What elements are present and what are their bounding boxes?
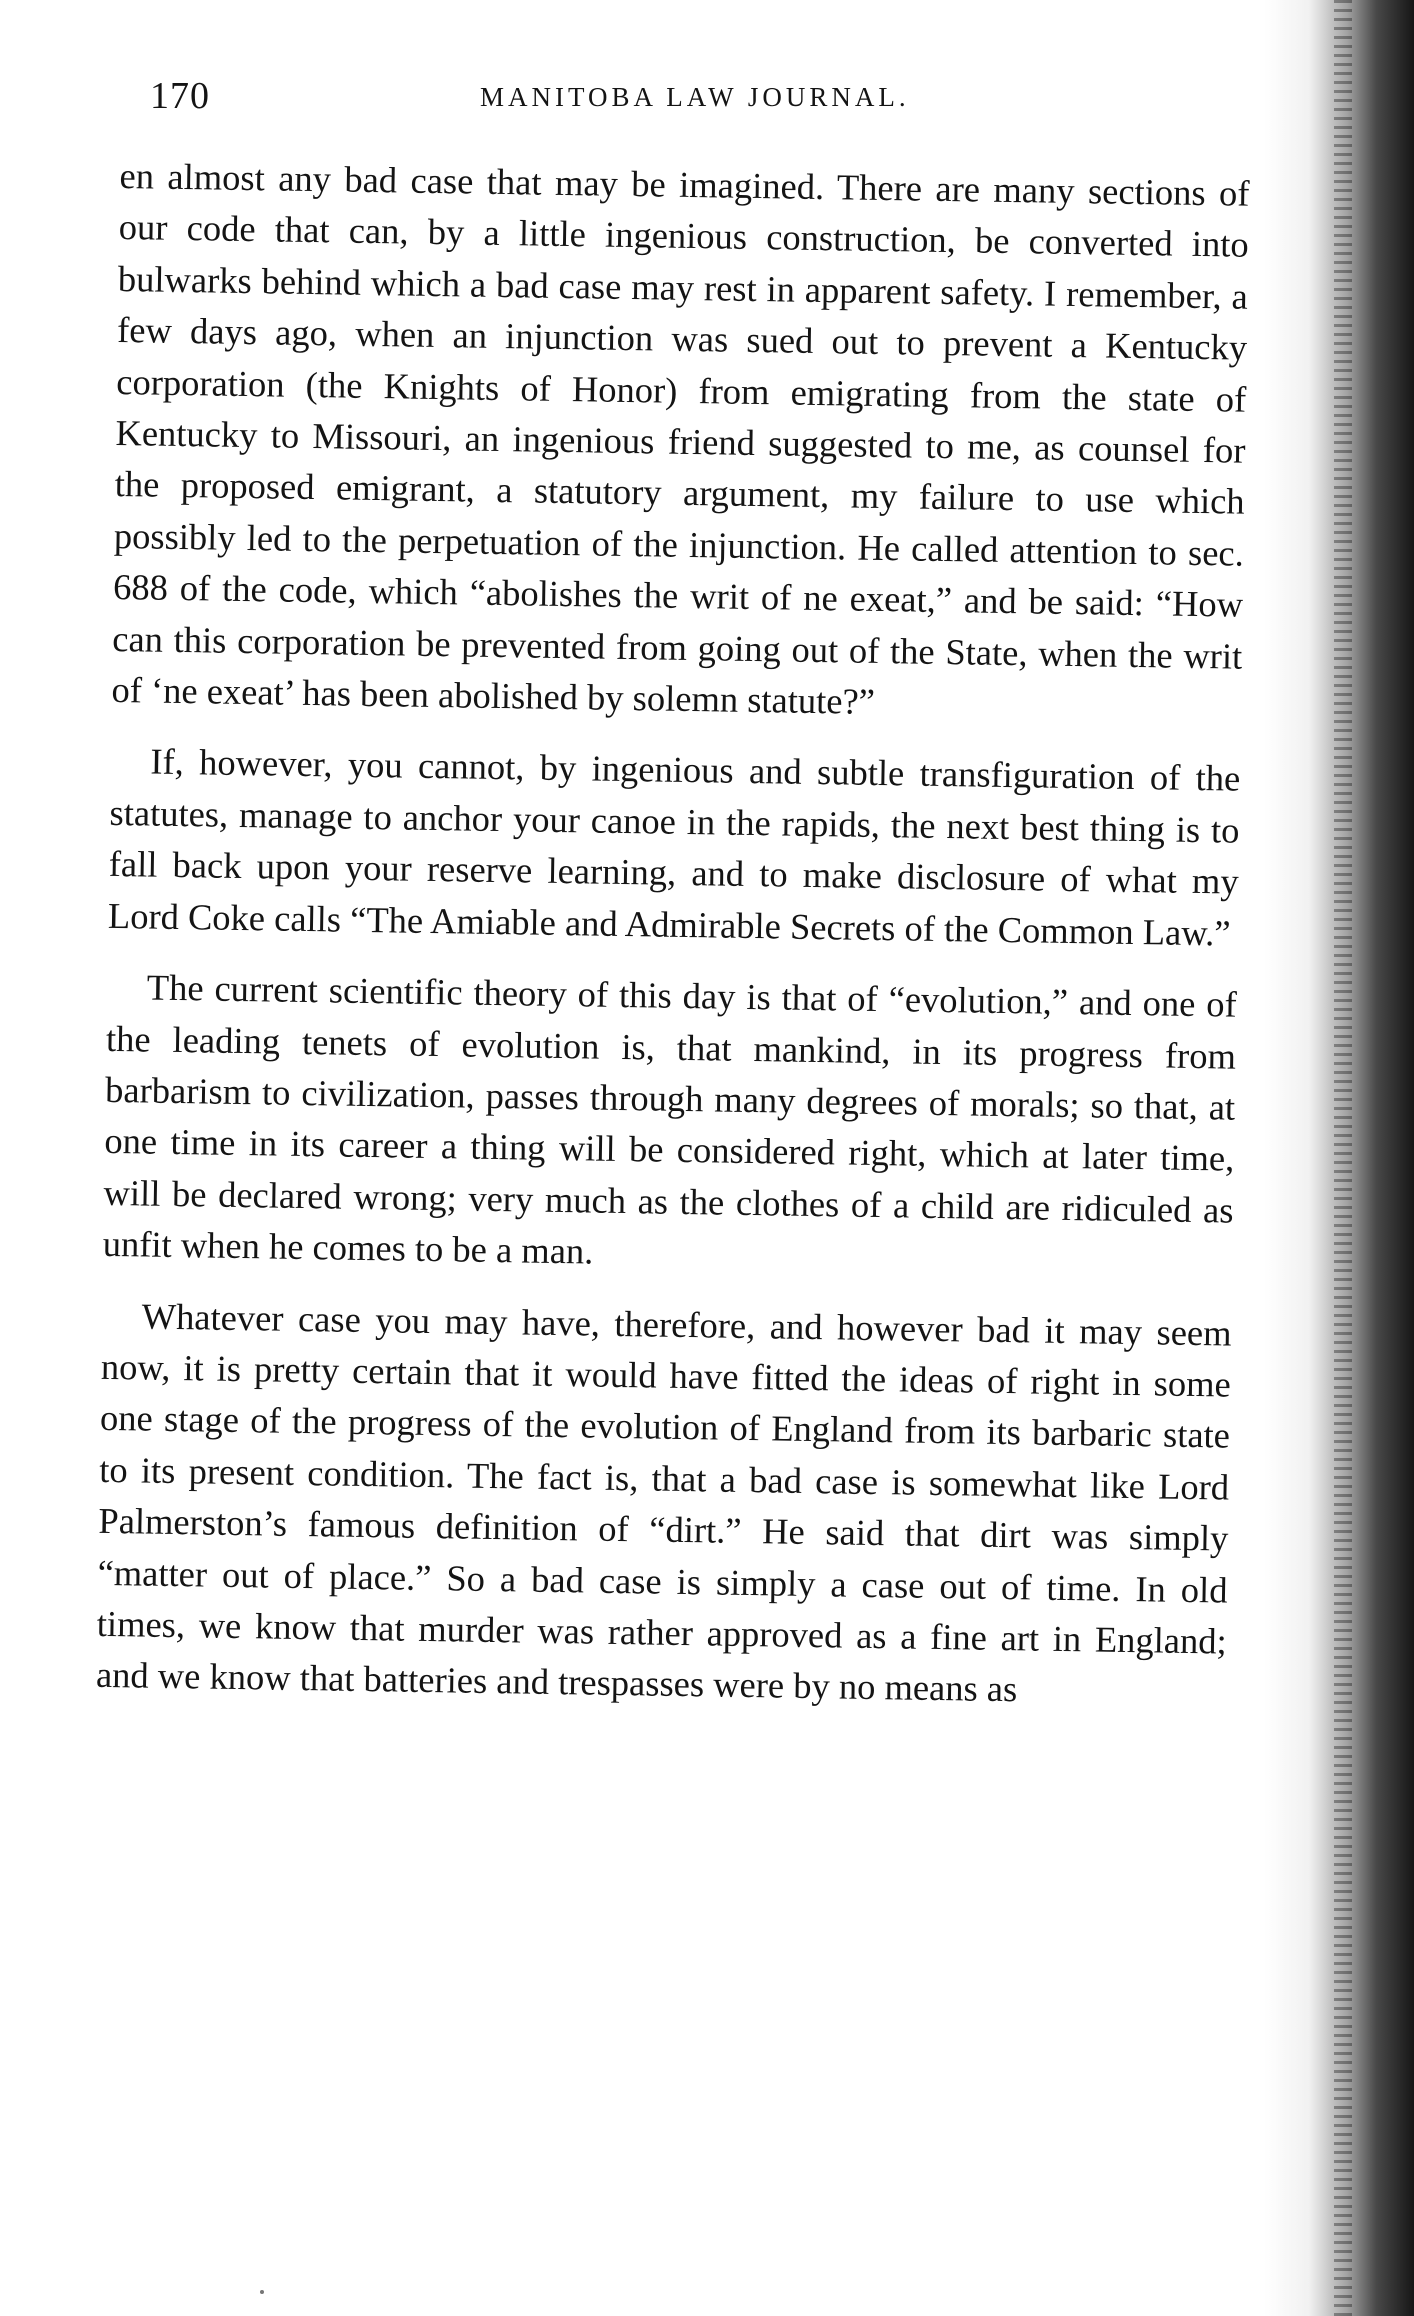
article-body <box>95 150 1250 1738</box>
paragraph-continuation: en almost any bad case that may be imagined. There are many sections of our code that can, by a little ingenious construction, be converted into bulwarks behind which a bad case may rest in apparent safety. I remember, a few days ago, when an injunction was sued out to prevent a Kentucky corporation (the Knights of Honor) from emigrating from the state of Kentucky to Missouri, an ingenious friend suggested to me, as counsel for the proposed emigrant, a statutory argument, my failure to use which possibly led to the perpetuation of the injunction. He called attention to sec. 688 of the code, which “abolishes the writ of ne exeat,” and be said: “How can this corporation be prevented from going out of the State, when the writ of ‘ne exeat’ has been abolished by solemn statute?” <box>111 154 1250 722</box>
paragraph-evolution: The current scientific theory of this day is that of “evolution,” and one of the leading tenets of evolution is, that mankind, in its progress from barbarism to civilization, passes through many degrees of morals; so that, at one time in its career a thing will be considered right, which at later time, will be declared wrong; very much as the clothes of a child are ridiculed as unfit when he comes to be a man. <box>102 966 1238 1272</box>
paragraph-coke: If, however, you cannot, by ingenious and subtle transfiguration of the statutes, manage to anchor your canoe in the rapids, the next best thing is to fall back upon your reserve learning, and to make disclosure of what my Lord Coke calls “The Amiable and Admirable Secrets of the Common Law.” <box>107 741 1241 954</box>
book-binding-shadow <box>1264 0 1414 2316</box>
page-number: 170 <box>150 75 210 117</box>
paragraph-bad-case: Whatever case you may have, therefore, and however bad it may seem now, it is pretty certain that it would have fitted the ideas of right in some one stage of the progress of the evolution of England from its barbaric state to its present condition. The fact is, that a bad case is somewhat like Lord Palmerston’s famous definition of “dirt.” He said that dirt was simply “matter out of place.” So a bad case is simply a case out of time. In old times, we know that murder was rather approved as a fine art in England; and we know that batteries and trespasses were by no means as <box>95 1295 1232 1710</box>
page-header <box>130 68 1190 128</box>
running-head: MANITOBA LAW JOURNAL. <box>480 82 910 112</box>
scan-speck <box>260 2290 264 2294</box>
